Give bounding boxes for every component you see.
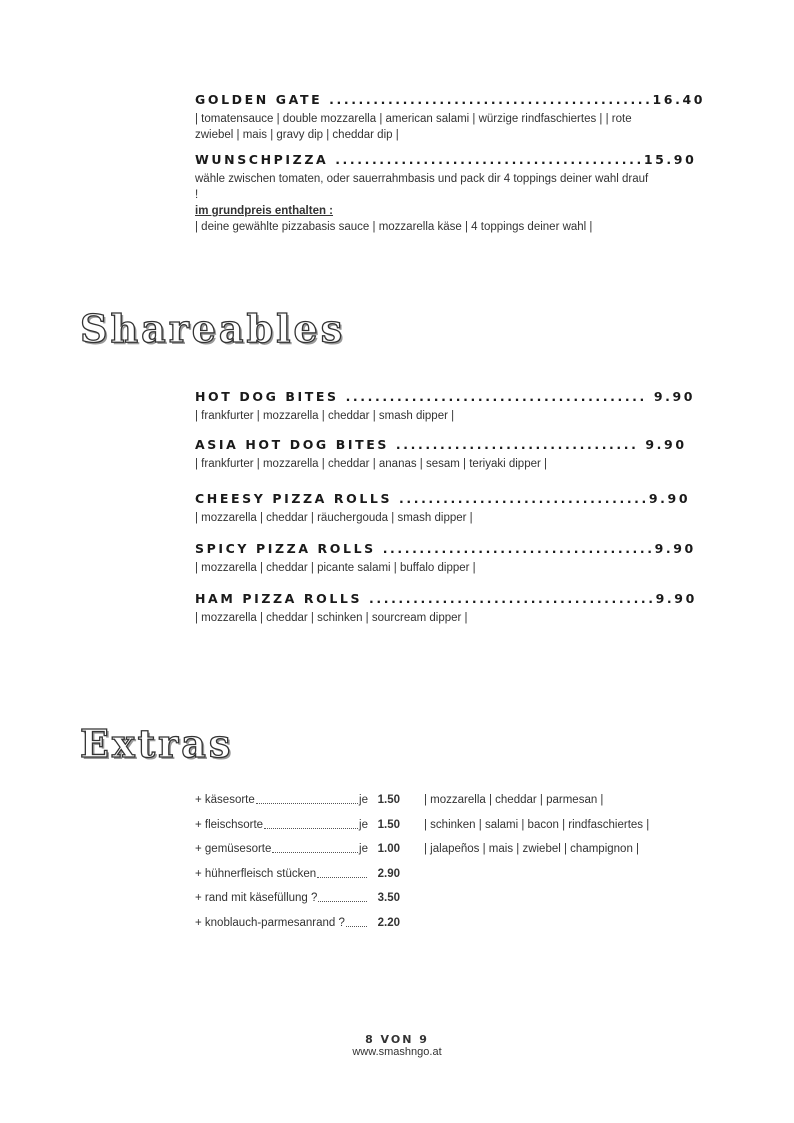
menu-item-wunschpizza <box>195 152 697 235</box>
extra-price: 2.20 <box>377 917 400 929</box>
item-title: SPICY PIZZA ROLLS .....................................9.90 <box>195 541 696 556</box>
menu-item-hot-dog-bites <box>195 389 696 424</box>
extra-options: | schinken | salami | bacon | rindfaschiertes | <box>424 819 650 831</box>
section-heading-shareables: Shareables <box>80 306 346 351</box>
item-description: | tomatensauce | double mozzarella | american salami | würzige rindfaschiertes | | rote zwiebel | mais | gravy dip | cheddar dip | <box>195 113 632 141</box>
extra-price: 1.00 <box>377 843 400 855</box>
item-title: ASIA HOT DOG BITES ................................. 9.90 <box>195 437 687 452</box>
extra-name: + rand mit käsefüllung ? <box>195 892 318 904</box>
dot-leader <box>264 818 358 829</box>
item-title: CHEESY PIZZA ROLLS ..................................9.90 <box>195 491 691 506</box>
extra-price: 1.50 <box>377 794 400 806</box>
menu-item-ham-pizza-rolls <box>195 591 697 626</box>
extra-price: 3.50 <box>377 892 400 904</box>
dot-leader <box>317 867 367 878</box>
menu-item-cheesy-pizza-rolls <box>195 491 691 526</box>
website-link: www.smashngo.at <box>352 1046 442 1058</box>
extra-name: + gemüsesorte <box>195 843 272 855</box>
extra-name: + käsesorte <box>195 794 255 806</box>
item-description: | frankfurter | mozzarella | cheddar | smash dipper | <box>195 410 455 422</box>
item-description: | mozzarella | cheddar | räuchergouda | smash dipper | <box>195 512 473 524</box>
menu-item-asia-hot-dog-bites <box>195 437 687 472</box>
dot-leader <box>272 842 358 853</box>
menu-item-spicy-pizza-rolls <box>195 541 696 576</box>
included-label: im grundpreis enthalten : <box>195 205 334 217</box>
dot-leader <box>318 891 367 902</box>
dot-leader <box>346 916 367 927</box>
section-heading-extras: Extras <box>80 721 234 766</box>
extra-name: + knoblauch-parmesanrand ? <box>195 917 345 929</box>
extra-item-kaesesorte <box>195 793 400 807</box>
item-title: GOLDEN GATE ............................................16.40 <box>195 92 706 107</box>
item-description: | frankfurter | mozzarella | cheddar | ananas | sesam | teriyaki dipper | <box>195 458 548 470</box>
item-title: HAM PIZZA ROLLS .......................................9.90 <box>195 591 697 606</box>
dot-leader <box>256 793 358 804</box>
extra-je: je <box>359 843 368 855</box>
extra-name: + fleischsorte <box>195 819 264 831</box>
extra-je: je <box>359 794 368 806</box>
extra-name: + hühnerfleisch stücken <box>195 868 317 880</box>
extra-options: | jalapeños | mais | zwiebel | champignon | <box>424 843 640 855</box>
extra-price: 2.90 <box>377 868 400 880</box>
item-description: | mozzarella | cheddar | picante salami | buffalo dipper | <box>195 562 476 574</box>
extra-item-fleischsorte <box>195 818 400 832</box>
extra-item-knoblauch-rand <box>195 916 400 930</box>
item-description: | mozzarella | cheddar | schinken | sourcream dipper | <box>195 612 468 624</box>
menu-item-golden-gate <box>195 92 706 143</box>
extra-item-huehnerfleisch <box>195 867 400 881</box>
extra-item-gemuesesorte <box>195 842 400 856</box>
item-title: HOT DOG BITES ......................................... 9.90 <box>195 389 696 404</box>
item-description: wähle zwischen tomaten, oder sauerrahmbasis und pack dir 4 toppings deiner wahl drauf ! <box>195 173 649 201</box>
page-number: 8 VON 9 <box>365 1033 429 1046</box>
item-title: WUNSCHPIZZA ..........................................15.90 <box>195 152 697 167</box>
extra-options: | mozzarella | cheddar | parmesan | <box>424 794 604 806</box>
extra-price: 1.50 <box>377 819 400 831</box>
extra-je: je <box>359 819 368 831</box>
included-list: | deine gewählte pizzabasis sauce | mozzarella käse | 4 toppings deiner wahl | <box>195 221 593 233</box>
extra-item-rand-kaesefuellung <box>195 891 400 905</box>
